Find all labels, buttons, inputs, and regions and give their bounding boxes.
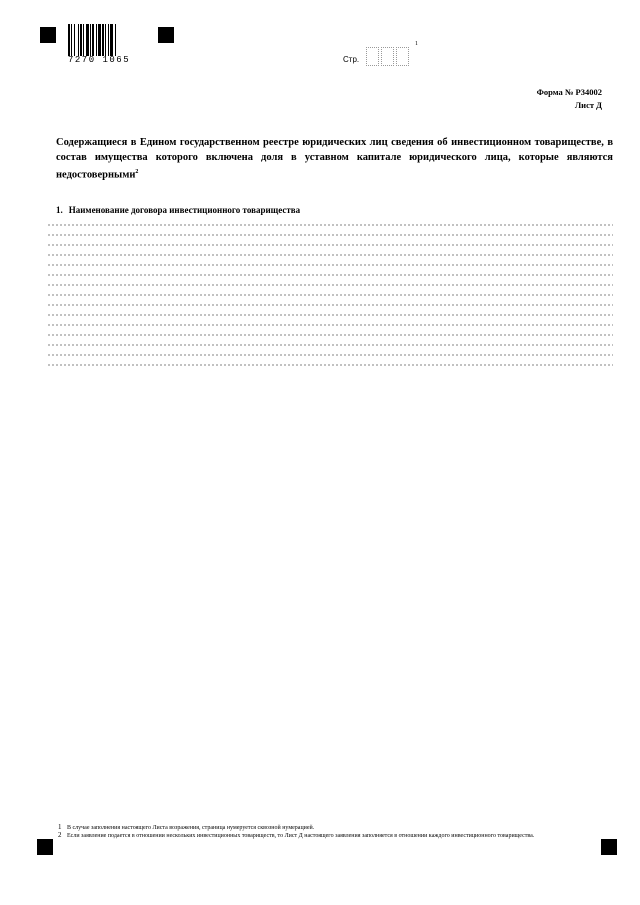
grid-row[interactable] xyxy=(47,310,613,320)
footnote-2-text: Если заявление подается в отношении нескольких инвестиционных товариществ, то Лист Д настоящего заявления заполняется в отношении каждого инвестиционного товарищества. xyxy=(67,833,535,839)
footnote-1-number: 1 xyxy=(58,823,62,831)
grid-row[interactable] xyxy=(47,340,613,350)
page-number-field[interactable] xyxy=(366,47,410,67)
barcode-bar xyxy=(78,24,79,56)
barcode xyxy=(68,24,150,56)
barcode-bar xyxy=(90,24,91,56)
registration-marker-top-left xyxy=(40,27,56,43)
barcode-bar xyxy=(108,24,109,56)
grid-row[interactable] xyxy=(47,230,613,240)
page-number-cell[interactable] xyxy=(381,47,394,66)
grid-row[interactable] xyxy=(47,250,613,260)
grid-row[interactable] xyxy=(47,270,613,280)
heading-footnote-ref: 2 xyxy=(135,169,139,175)
grid-row[interactable] xyxy=(47,300,613,310)
barcode-bar xyxy=(80,24,82,56)
grid-row[interactable] xyxy=(47,220,613,230)
barcode-bar xyxy=(71,24,72,56)
registration-marker-bottom-right xyxy=(601,839,617,855)
barcode-bar xyxy=(96,24,97,56)
page-number-footnote-ref: 1 xyxy=(415,41,418,47)
form-number: Форма № Р34002 xyxy=(536,87,602,97)
barcode-bar xyxy=(105,24,106,56)
grid-row[interactable] xyxy=(47,330,613,340)
section-1-label: Наименование договора инвестиционного товарищества xyxy=(68,205,301,215)
sheet-label: Лист Д xyxy=(574,100,602,110)
grid-row[interactable] xyxy=(47,320,613,330)
footnotes xyxy=(60,824,600,840)
barcode-bar xyxy=(102,24,104,56)
section-1-number: 1. xyxy=(56,205,63,215)
barcode-bar xyxy=(92,24,94,56)
heading-text: Содержащиеся в Едином государственном реестре юридических лиц сведения об инвестиционном товариществе, в состав имущества которого включена доля в уставном капитале юридического лица, которые являются недостоверными xyxy=(56,137,613,181)
barcode-bar xyxy=(86,24,89,56)
grid-row[interactable] xyxy=(47,240,613,250)
section-1-title xyxy=(56,205,300,215)
page-number-cell[interactable] xyxy=(366,47,379,66)
barcode-bar xyxy=(83,24,84,56)
footnote-2-number: 2 xyxy=(58,831,62,839)
footnote-1-text: В случае заполнения настоящего Листа возражения, страница нумеруется сквозной нумерацией. xyxy=(67,825,315,831)
registration-marker-bottom-left xyxy=(37,839,53,855)
barcode-bar xyxy=(74,24,75,56)
barcode-number: 7270 1065 xyxy=(68,55,131,65)
page-number-cell[interactable] xyxy=(396,47,409,66)
grid-row[interactable] xyxy=(47,280,613,290)
page-heading xyxy=(56,135,613,183)
barcode-bar xyxy=(68,24,70,56)
registration-marker-top-right xyxy=(158,27,174,43)
grid-row[interactable] xyxy=(47,260,613,270)
page-number-label: Стр. xyxy=(343,55,360,64)
footnote-1 xyxy=(60,824,600,832)
grid-row[interactable] xyxy=(47,360,613,370)
footnote-2 xyxy=(60,832,600,840)
barcode-bar xyxy=(115,24,116,56)
barcode-bar xyxy=(98,24,101,56)
grid-row[interactable] xyxy=(47,350,613,360)
grid-row[interactable] xyxy=(47,290,613,300)
barcode-bar xyxy=(110,24,113,56)
